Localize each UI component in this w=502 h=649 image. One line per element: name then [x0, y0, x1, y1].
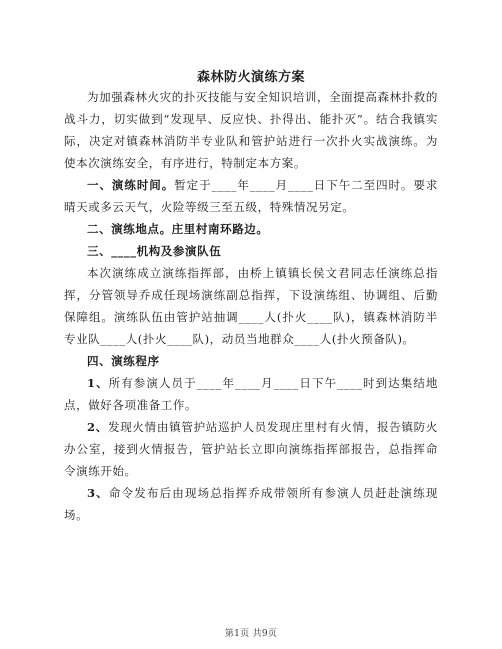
- procedure-item-2-number: 2、: [87, 420, 108, 434]
- document-body: [64, 86, 438, 526]
- procedure-item-1: [64, 372, 438, 416]
- procedure-item-2-text: 发现火情由镇管护站巡护人员发现庄里村有火情，报告镇防火办公室，接到火情报告，管护站长立即向演练指挥部报告，总指挥命令演练开始。: [64, 420, 439, 478]
- section-1-heading: 一、演练时间。: [87, 178, 175, 192]
- page-number-footer: 第1页 共9页: [224, 629, 278, 639]
- intro-paragraph: 为加强森林火灾的扑灭技能与安全知识培训，全面提高森林扑救的战斗力，切实做到“发现早、反应快、扑得出、能扑灭”。结合我镇实际，决定对镇森林消防半专业队和管护站进行一次扑火实战演练。为使本次演练安全，有序进行，特制定本方案。: [64, 90, 438, 170]
- section-4-heading: 四、演练程序: [87, 354, 160, 368]
- procedure-item-1-text: 所有参演人员于____年____月____日下午____时到达集结地点，做好各项准备工作。: [64, 376, 438, 412]
- procedure-item-3-text: 命令发布后由现场总指挥乔成带领所有参演人员赶赴演练现场。: [64, 486, 438, 522]
- section-3-heading: 三、____机构及参演队伍: [87, 244, 222, 258]
- procedure-item-3-number: 3、: [87, 486, 109, 500]
- section-2-heading: 二、演练地点。庄里村南环路边。: [87, 222, 269, 236]
- section-3-text: 本次演练成立演练指挥部，由桥上镇镇长侯文君同志任演练总指挥，分管领导乔成任现场演练副总指挥，下设演练组、协调组、后勤保障组。演练队伍由管护站抽调____人(扑火____队)，镇森林消防半专业队____人(扑火____队)，动员当地群众____人(扑火预备队)。: [64, 266, 438, 346]
- document-title: 森林防火演练方案: [196, 70, 305, 85]
- section-1: [64, 174, 438, 218]
- procedure-item-3: [64, 482, 438, 526]
- procedure-item-2: [64, 416, 438, 482]
- procedure-item-1-number: 1、: [87, 376, 109, 390]
- section-1-text: 暂定于____年____月____日下午二至四时。要求晴天或多云天气，火险等级三至五级，特殊情况另定。: [64, 178, 439, 214]
